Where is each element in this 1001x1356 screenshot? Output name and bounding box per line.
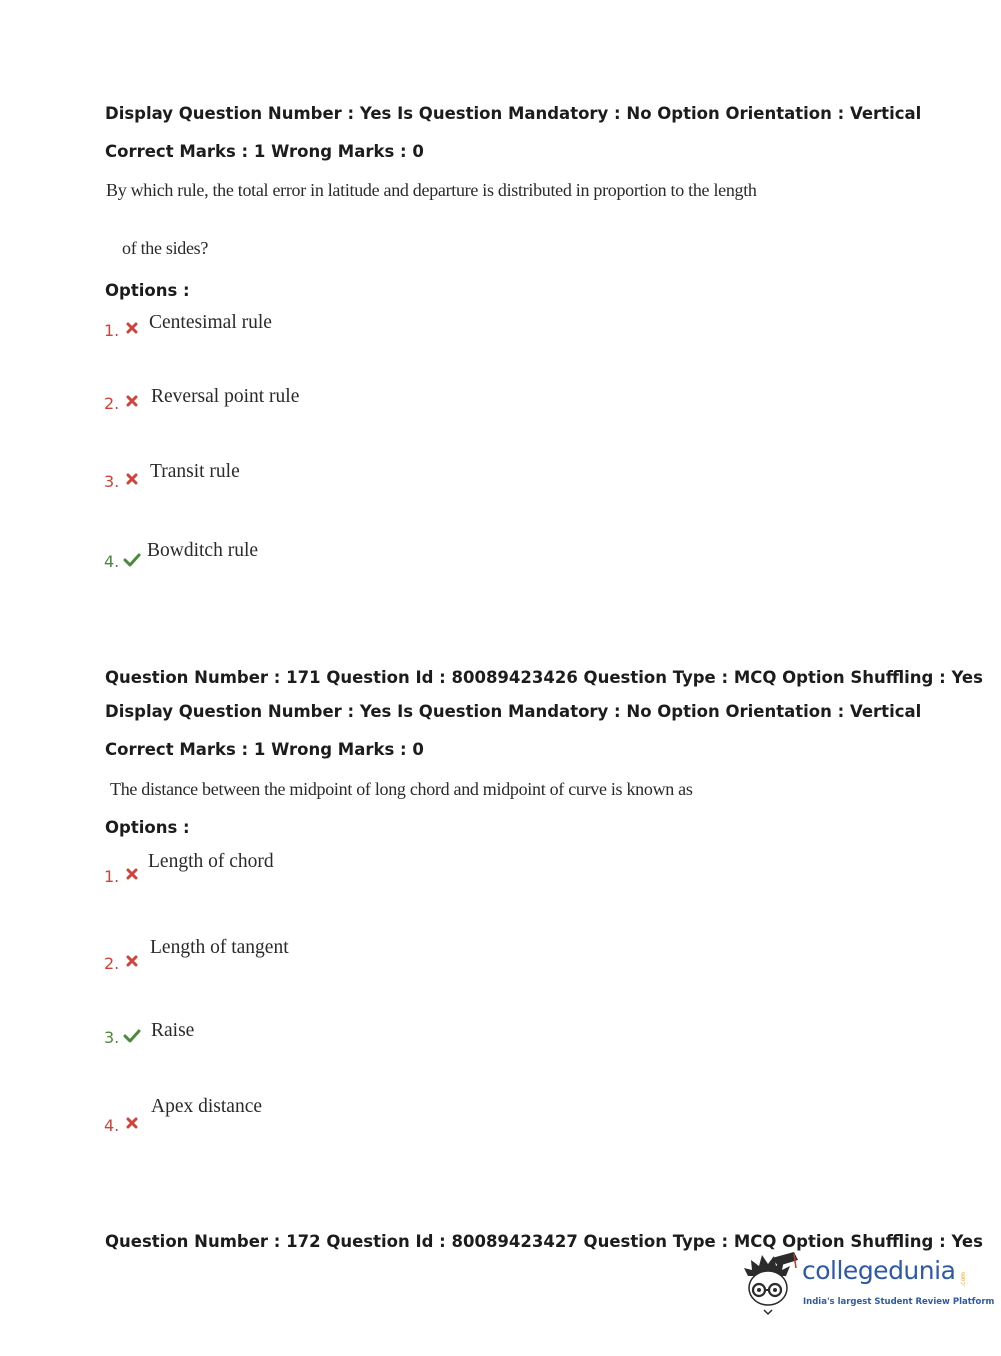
option-number: 2. <box>104 954 120 973</box>
option-number: 1. <box>104 321 120 340</box>
wrong-cross-icon <box>125 954 139 968</box>
option-number: 1. <box>104 867 120 886</box>
option-number: 4. <box>104 552 120 571</box>
option-number: 2. <box>104 394 120 413</box>
option-number: 3. <box>104 472 120 491</box>
logo-domain-suffix: .com <box>960 1272 967 1287</box>
wrong-cross-icon <box>125 321 139 335</box>
option-text: Length of tangent <box>150 937 289 958</box>
wrong-cross-icon <box>125 867 139 881</box>
wrong-cross-icon <box>125 472 139 486</box>
option-number: 3. <box>104 1028 120 1047</box>
wrong-cross-icon <box>125 1116 139 1130</box>
option-text: Raise <box>151 1020 195 1041</box>
question-text: By which rule, the total error in latitude and departure is distributed in proportion to the length <box>106 180 757 200</box>
options-label: Options : <box>105 281 190 300</box>
option-text: Length of chord <box>148 851 274 872</box>
mascot-icon <box>742 1252 800 1316</box>
question-text-continued: of the sides? <box>122 238 209 258</box>
collegedunia-logo <box>742 1252 995 1318</box>
question-meta-number: Question Number : 172 Question Id : 80089423427 Question Type : MCQ Option Shuffling : Yes <box>105 1232 983 1251</box>
question-text: The distance between the midpoint of long chord and midpoint of curve is known as <box>110 779 693 799</box>
options-label: Options : <box>105 818 190 837</box>
question-meta-number: Question Number : 171 Question Id : 80089423426 Question Type : MCQ Option Shuffling : Yes <box>105 668 983 687</box>
option-text: Apex distance <box>151 1096 263 1117</box>
option-text: Bowditch rule <box>147 540 259 561</box>
option-text: Centesimal rule <box>149 312 272 333</box>
question-meta-marks: Correct Marks : 1 Wrong Marks : 0 <box>105 740 424 759</box>
question-meta-display: Display Question Number : Yes Is Question Mandatory : No Option Orientation : Vertical <box>105 702 922 721</box>
correct-check-icon <box>123 553 141 567</box>
option-text: Transit rule <box>150 461 240 482</box>
question-meta-display: Display Question Number : Yes Is Question Mandatory : No Option Orientation : Vertical <box>105 104 922 123</box>
option-number: 4. <box>104 1116 120 1135</box>
correct-check-icon <box>123 1029 141 1043</box>
logo-wordmark: collegedunia <box>802 1256 956 1285</box>
question-meta-marks: Correct Marks : 1 Wrong Marks : 0 <box>105 142 424 161</box>
logo-tagline: India's largest Student Review Platform <box>803 1297 995 1307</box>
wrong-cross-icon <box>125 394 139 408</box>
option-text: Reversal point rule <box>151 386 300 407</box>
